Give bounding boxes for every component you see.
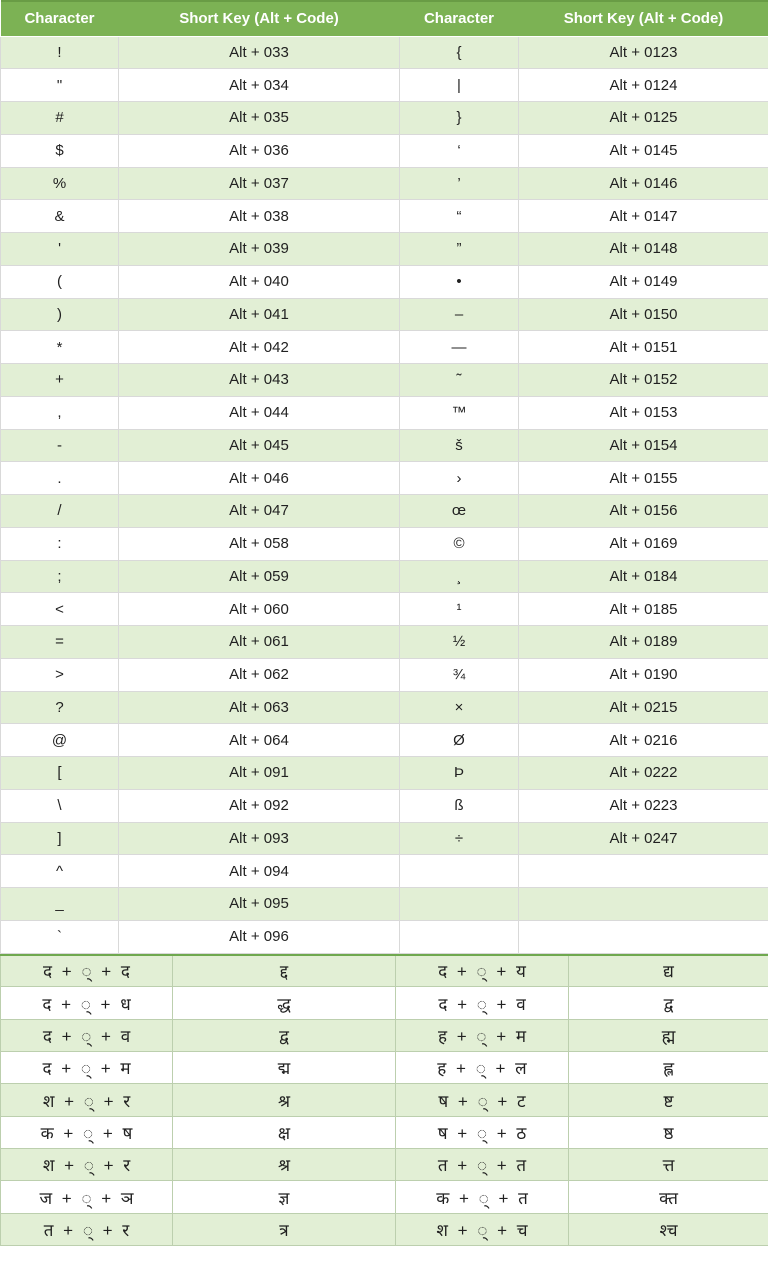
alt-code-row: [1, 495, 768, 528]
alt-code-cell: Alt + 0146: [519, 167, 768, 200]
alt-code-row: [1, 920, 768, 953]
character-cell: }: [400, 102, 519, 135]
character-cell: Ø: [400, 724, 519, 757]
bottom-margin: [0, 1246, 768, 1282]
key-combination-cell: क + ◌् + त: [396, 1181, 569, 1213]
alt-code-cell: Alt + 0223: [519, 789, 768, 822]
key-combination-cell: द + ◌् + द: [1, 955, 173, 987]
alt-code-cell: Alt + 037: [119, 167, 400, 200]
alt-code-row: [1, 560, 768, 593]
conjunct-result-cell: ह्म: [569, 1019, 768, 1051]
character-cell: ): [1, 298, 119, 331]
character-cell: &: [1, 200, 119, 233]
conjunct-result-cell: श्च: [569, 1213, 768, 1245]
alt-code-cell: Alt + 0185: [519, 593, 768, 626]
conjunct-result-cell: श्र: [173, 1149, 396, 1181]
alt-code-row: [1, 593, 768, 626]
character-cell: ß: [400, 789, 519, 822]
character-cell: ,: [1, 396, 119, 429]
alt-code-row: [1, 855, 768, 888]
alt-code-cell: Alt + 0147: [519, 200, 768, 233]
key-combination-cell: ष + ◌् + ठ: [396, 1116, 569, 1148]
alt-code-cell: Alt + 041: [119, 298, 400, 331]
alt-code-row: [1, 200, 768, 233]
alt-code-row: [1, 233, 768, 266]
character-cell: =: [1, 626, 119, 659]
character-cell: (: [1, 265, 119, 298]
conjunct-row: [1, 1181, 768, 1213]
key-combination-cell: द + ◌् + व: [396, 987, 569, 1019]
devanagari-conjunct-table: [0, 954, 768, 1247]
key-combination-cell: त + ◌् + त: [396, 1149, 569, 1181]
alt-code-row: [1, 69, 768, 102]
alt-code-table-header-row: [1, 1, 768, 36]
alt-code-row: [1, 757, 768, 790]
character-cell: -: [1, 429, 119, 462]
character-cell: ^: [1, 855, 119, 888]
alt-code-cell: Alt + 0169: [519, 527, 768, 560]
conjunct-result-cell: द्द: [173, 955, 396, 987]
conjunct-result-cell: त्र: [173, 1213, 396, 1245]
character-cell: ›: [400, 462, 519, 495]
character-cell: ;: [1, 560, 119, 593]
key-combination-cell: श + ◌् + र: [1, 1084, 173, 1116]
conjunct-result-cell: ज्ञ: [173, 1181, 396, 1213]
alt-code-row: [1, 134, 768, 167]
alt-code-row: [1, 298, 768, 331]
alt-code-cell: Alt + 092: [119, 789, 400, 822]
alt-code-row: [1, 265, 768, 298]
alt-code-cell: [519, 920, 768, 953]
alt-code-cell: Alt + 063: [119, 691, 400, 724]
alt-code-cell: Alt + 0150: [519, 298, 768, 331]
conjunct-result-cell: ष्ट: [569, 1084, 768, 1116]
character-cell: ½: [400, 626, 519, 659]
conjunct-result-cell: द्व: [173, 1019, 396, 1051]
alt-code-row: [1, 167, 768, 200]
character-cell: [: [1, 757, 119, 790]
conjunct-result-cell: द्व: [569, 987, 768, 1019]
key-combination-cell: त + ◌् + र: [1, 1213, 173, 1245]
alt-code-cell: Alt + 045: [119, 429, 400, 462]
alt-code-cell: Alt + 0216: [519, 724, 768, 757]
conjunct-result-cell: द्य: [569, 955, 768, 987]
character-cell: $: [1, 134, 119, 167]
character-cell: <: [1, 593, 119, 626]
key-combination-cell: क + ◌् + ष: [1, 1116, 173, 1148]
conjunct-result-cell: त्त: [569, 1149, 768, 1181]
alt-code-row: [1, 527, 768, 560]
alt-code-cell: Alt + 038: [119, 200, 400, 233]
alt-code-cell: Alt + 035: [119, 102, 400, 135]
character-cell: #: [1, 102, 119, 135]
alt-code-cell: Alt + 0156: [519, 495, 768, 528]
key-combination-cell: श + ◌् + र: [1, 1149, 173, 1181]
alt-code-cell: Alt + 0184: [519, 560, 768, 593]
key-combination-cell: ह + ◌् + ल: [396, 1052, 569, 1084]
character-cell: +: [1, 364, 119, 397]
alt-code-cell: Alt + 042: [119, 331, 400, 364]
alt-code-row: [1, 462, 768, 495]
column-header-shortkey-left: Short Key (Alt + Code): [119, 1, 400, 36]
alt-code-cell: Alt + 061: [119, 626, 400, 659]
character-cell: ×: [400, 691, 519, 724]
character-cell: —: [400, 331, 519, 364]
alt-code-row: [1, 429, 768, 462]
alt-code-cell: Alt + 0222: [519, 757, 768, 790]
character-cell: {: [400, 36, 519, 69]
alt-code-cell: Alt + 039: [119, 233, 400, 266]
alt-code-cell: Alt + 064: [119, 724, 400, 757]
alt-code-cell: Alt + 062: [119, 658, 400, 691]
alt-code-cell: Alt + 0145: [519, 134, 768, 167]
conjunct-row: [1, 1116, 768, 1148]
character-cell: .: [1, 462, 119, 495]
alt-code-cell: Alt + 095: [119, 888, 400, 921]
alt-code-cell: Alt + 096: [119, 920, 400, 953]
key-combination-cell: द + ◌् + म: [1, 1052, 173, 1084]
character-cell: ¾: [400, 658, 519, 691]
column-header-character-left: Character: [1, 1, 119, 36]
character-cell: [400, 855, 519, 888]
character-cell: \: [1, 789, 119, 822]
alt-code-row: [1, 102, 768, 135]
conjunct-row: [1, 1084, 768, 1116]
character-cell: š: [400, 429, 519, 462]
alt-code-cell: Alt + 0148: [519, 233, 768, 266]
conjunct-result-cell: क्त: [569, 1181, 768, 1213]
character-cell: Þ: [400, 757, 519, 790]
conjunct-row: [1, 1052, 768, 1084]
character-cell: _: [1, 888, 119, 921]
alt-code-cell: Alt + 0151: [519, 331, 768, 364]
character-cell: [400, 920, 519, 953]
character-cell: %: [1, 167, 119, 200]
character-cell: `: [1, 920, 119, 953]
conjunct-row: [1, 987, 768, 1019]
key-combination-cell: द + ◌् + व: [1, 1019, 173, 1051]
key-combination-cell: ह + ◌् + म: [396, 1019, 569, 1051]
alt-code-cell: [519, 855, 768, 888]
alt-code-cell: Alt + 0155: [519, 462, 768, 495]
key-combination-cell: द + ◌् + ध: [1, 987, 173, 1019]
alt-code-row: [1, 331, 768, 364]
conjunct-result-cell: द्म: [173, 1052, 396, 1084]
alt-code-row: [1, 822, 768, 855]
character-cell: œ: [400, 495, 519, 528]
alt-code-cell: Alt + 0189: [519, 626, 768, 659]
character-cell: :: [1, 527, 119, 560]
conjunct-row: [1, 955, 768, 987]
character-cell: ': [1, 233, 119, 266]
key-combination-cell: ष + ◌् + ट: [396, 1084, 569, 1116]
character-cell: ©: [400, 527, 519, 560]
conjunct-result-cell: ह्ल: [569, 1052, 768, 1084]
character-cell: !: [1, 36, 119, 69]
alt-code-cell: Alt + 0124: [519, 69, 768, 102]
conjunct-result-cell: द्ध: [173, 987, 396, 1019]
alt-code-cell: Alt + 044: [119, 396, 400, 429]
alt-code-cell: Alt + 059: [119, 560, 400, 593]
character-cell: –: [400, 298, 519, 331]
character-cell: ¸: [400, 560, 519, 593]
alt-code-row: [1, 724, 768, 757]
character-cell: ?: [1, 691, 119, 724]
column-header-shortkey-right: Short Key (Alt + Code): [519, 1, 768, 36]
alt-code-cell: Alt + 0153: [519, 396, 768, 429]
alt-code-row: [1, 626, 768, 659]
conjunct-result-cell: ष्ठ: [569, 1116, 768, 1148]
character-cell: ]: [1, 822, 119, 855]
character-cell: ’: [400, 167, 519, 200]
character-cell: ™: [400, 396, 519, 429]
alt-code-cell: Alt + 046: [119, 462, 400, 495]
conjunct-row: [1, 1213, 768, 1245]
alt-code-cell: Alt + 058: [119, 527, 400, 560]
conjunct-result-cell: क्ष: [173, 1116, 396, 1148]
alt-code-row: [1, 888, 768, 921]
alt-code-cell: Alt + 093: [119, 822, 400, 855]
alt-code-cell: Alt + 033: [119, 36, 400, 69]
character-cell: ": [1, 69, 119, 102]
alt-code-cell: Alt + 0215: [519, 691, 768, 724]
alt-code-cell: Alt + 040: [119, 265, 400, 298]
key-combination-cell: द + ◌् + य: [396, 955, 569, 987]
conjunct-row: [1, 1149, 768, 1181]
alt-code-row: [1, 396, 768, 429]
conjunct-row: [1, 1019, 768, 1051]
alt-code-cell: Alt + 094: [119, 855, 400, 888]
key-combination-cell: ज + ◌् + ञ: [1, 1181, 173, 1213]
alt-code-cell: Alt + 0125: [519, 102, 768, 135]
character-cell: |: [400, 69, 519, 102]
key-combination-cell: श + ◌् + च: [396, 1213, 569, 1245]
alt-code-row: [1, 658, 768, 691]
character-cell: [400, 888, 519, 921]
alt-code-row: [1, 364, 768, 397]
alt-code-row: [1, 36, 768, 69]
alt-code-cell: Alt + 036: [119, 134, 400, 167]
alt-code-cell: Alt + 0123: [519, 36, 768, 69]
alt-code-cell: Alt + 043: [119, 364, 400, 397]
alt-code-cell: Alt + 0154: [519, 429, 768, 462]
character-cell: “: [400, 200, 519, 233]
character-cell: @: [1, 724, 119, 757]
character-cell: ¹: [400, 593, 519, 626]
character-cell: ‘: [400, 134, 519, 167]
alt-code-cell: Alt + 060: [119, 593, 400, 626]
character-cell: ÷: [400, 822, 519, 855]
alt-code-cell: Alt + 0247: [519, 822, 768, 855]
alt-code-row: [1, 789, 768, 822]
character-cell: *: [1, 331, 119, 364]
alt-code-cell: Alt + 0149: [519, 265, 768, 298]
column-header-character-right: Character: [400, 1, 519, 36]
character-cell: ”: [400, 233, 519, 266]
alt-code-cell: Alt + 047: [119, 495, 400, 528]
alt-code-cell: [519, 888, 768, 921]
alt-code-row: [1, 691, 768, 724]
character-cell: •: [400, 265, 519, 298]
conjunct-result-cell: श्र: [173, 1084, 396, 1116]
alt-code-cell: Alt + 034: [119, 69, 400, 102]
alt-code-cell: Alt + 0190: [519, 658, 768, 691]
character-cell: >: [1, 658, 119, 691]
character-cell: /: [1, 495, 119, 528]
alt-code-cell: Alt + 0152: [519, 364, 768, 397]
character-cell: ˜: [400, 364, 519, 397]
alt-code-cell: Alt + 091: [119, 757, 400, 790]
